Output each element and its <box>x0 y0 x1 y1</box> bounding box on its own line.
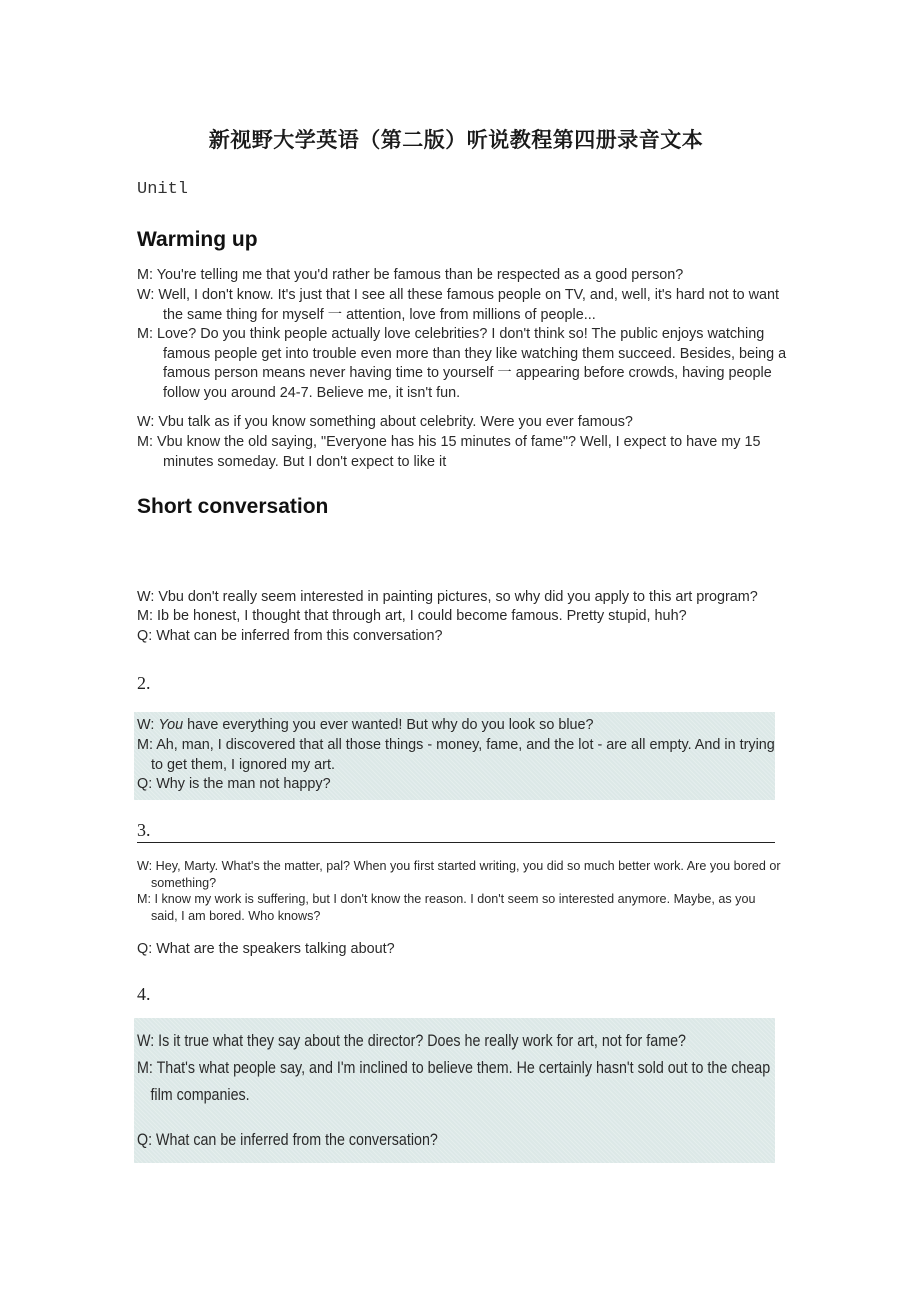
question-line: Q: What can be inferred from this conversation? <box>137 628 443 644</box>
line-text: have everything you ever wanted! But why do you look so blue? <box>183 717 594 733</box>
conversation-number: 2. <box>137 673 151 693</box>
dialogue-line: W: Hey, Marty. What's the matter, pal? When you first started writing, you did so much better work. Are you bored or something? <box>137 859 781 890</box>
dialogue-line: W: Is it true what they say about the director? Does he really work for art, not for fame? <box>137 1031 686 1050</box>
dialogue-line: W: Vbu don't really seem interested in painting pictures, so why did you apply to this art program? <box>137 589 758 605</box>
dialogue-line: W: Well, I don't know. It's just that I see all these famous people on TV, and, well, it's hard not to want the same thing for myself 一 attention, love from millions of people... <box>137 287 780 323</box>
highlight-box <box>134 1018 775 1163</box>
dialogue-line: M: I know my work is suffering, but I don't know the reason. I don't seem so interested anymore. Maybe, as you said, I am bored. Who knows? <box>137 892 756 923</box>
unit-label: Unitl <box>137 180 189 199</box>
question-line: Q: What are the speakers talking about? <box>137 941 395 957</box>
dialogue-line: W: Vbu talk as if you know something about celebrity. Were you ever famous? <box>137 414 633 430</box>
dialogue-line: M: Ib be honest, I thought that through art, I could become famous. Pretty stupid, huh? <box>137 608 687 624</box>
dialogue-line: M: Love? Do you think people actually love celebrities? I don't think so! The public enjoys watching famous people get into trouble even more than they like watching them succeed. Besides, being a famous person means never having time to yourself 一 appearing before crowds, having people follow you around 24-7. Believe me, it isn't fun. <box>137 326 787 401</box>
short-conversation-heading: Short conversation <box>137 495 329 518</box>
page-title: 新视野大学英语（第二版）听说教程第四册录音文本 <box>208 127 704 152</box>
dialogue-line: M: Ah, man, I discovered that all those things - money, fame, and the lot - are all empty. And in trying to get them, I ignored my art. <box>137 737 775 773</box>
conversation-number: 4. <box>137 984 151 1004</box>
dialogue-line <box>137 716 776 736</box>
conversation-number: 3. <box>137 820 151 840</box>
warming-up-heading: Warming up <box>137 228 258 251</box>
highlight-box <box>134 712 775 800</box>
italic-word: You <box>158 717 184 733</box>
dialogue-line: M: Vbu know the old saying, "Everyone has his 15 minutes of fame"? Well, I expect to have my 15 minutes someday. But I don't expect to like it <box>137 434 761 470</box>
question-line: Q: What can be inferred from the conversation? <box>137 1130 438 1149</box>
divider <box>137 842 775 843</box>
dialogue-line: M: That's what people say, and I'm inclined to believe them. He certainly hasn't sold out to the cheap film companies. <box>137 1058 771 1104</box>
speaker-prefix: W: <box>137 717 159 733</box>
dialogue-line: M: You're telling me that you'd rather be famous than be respected as a good person? <box>137 267 684 283</box>
question-line: Q: Why is the man not happy? <box>137 776 331 792</box>
